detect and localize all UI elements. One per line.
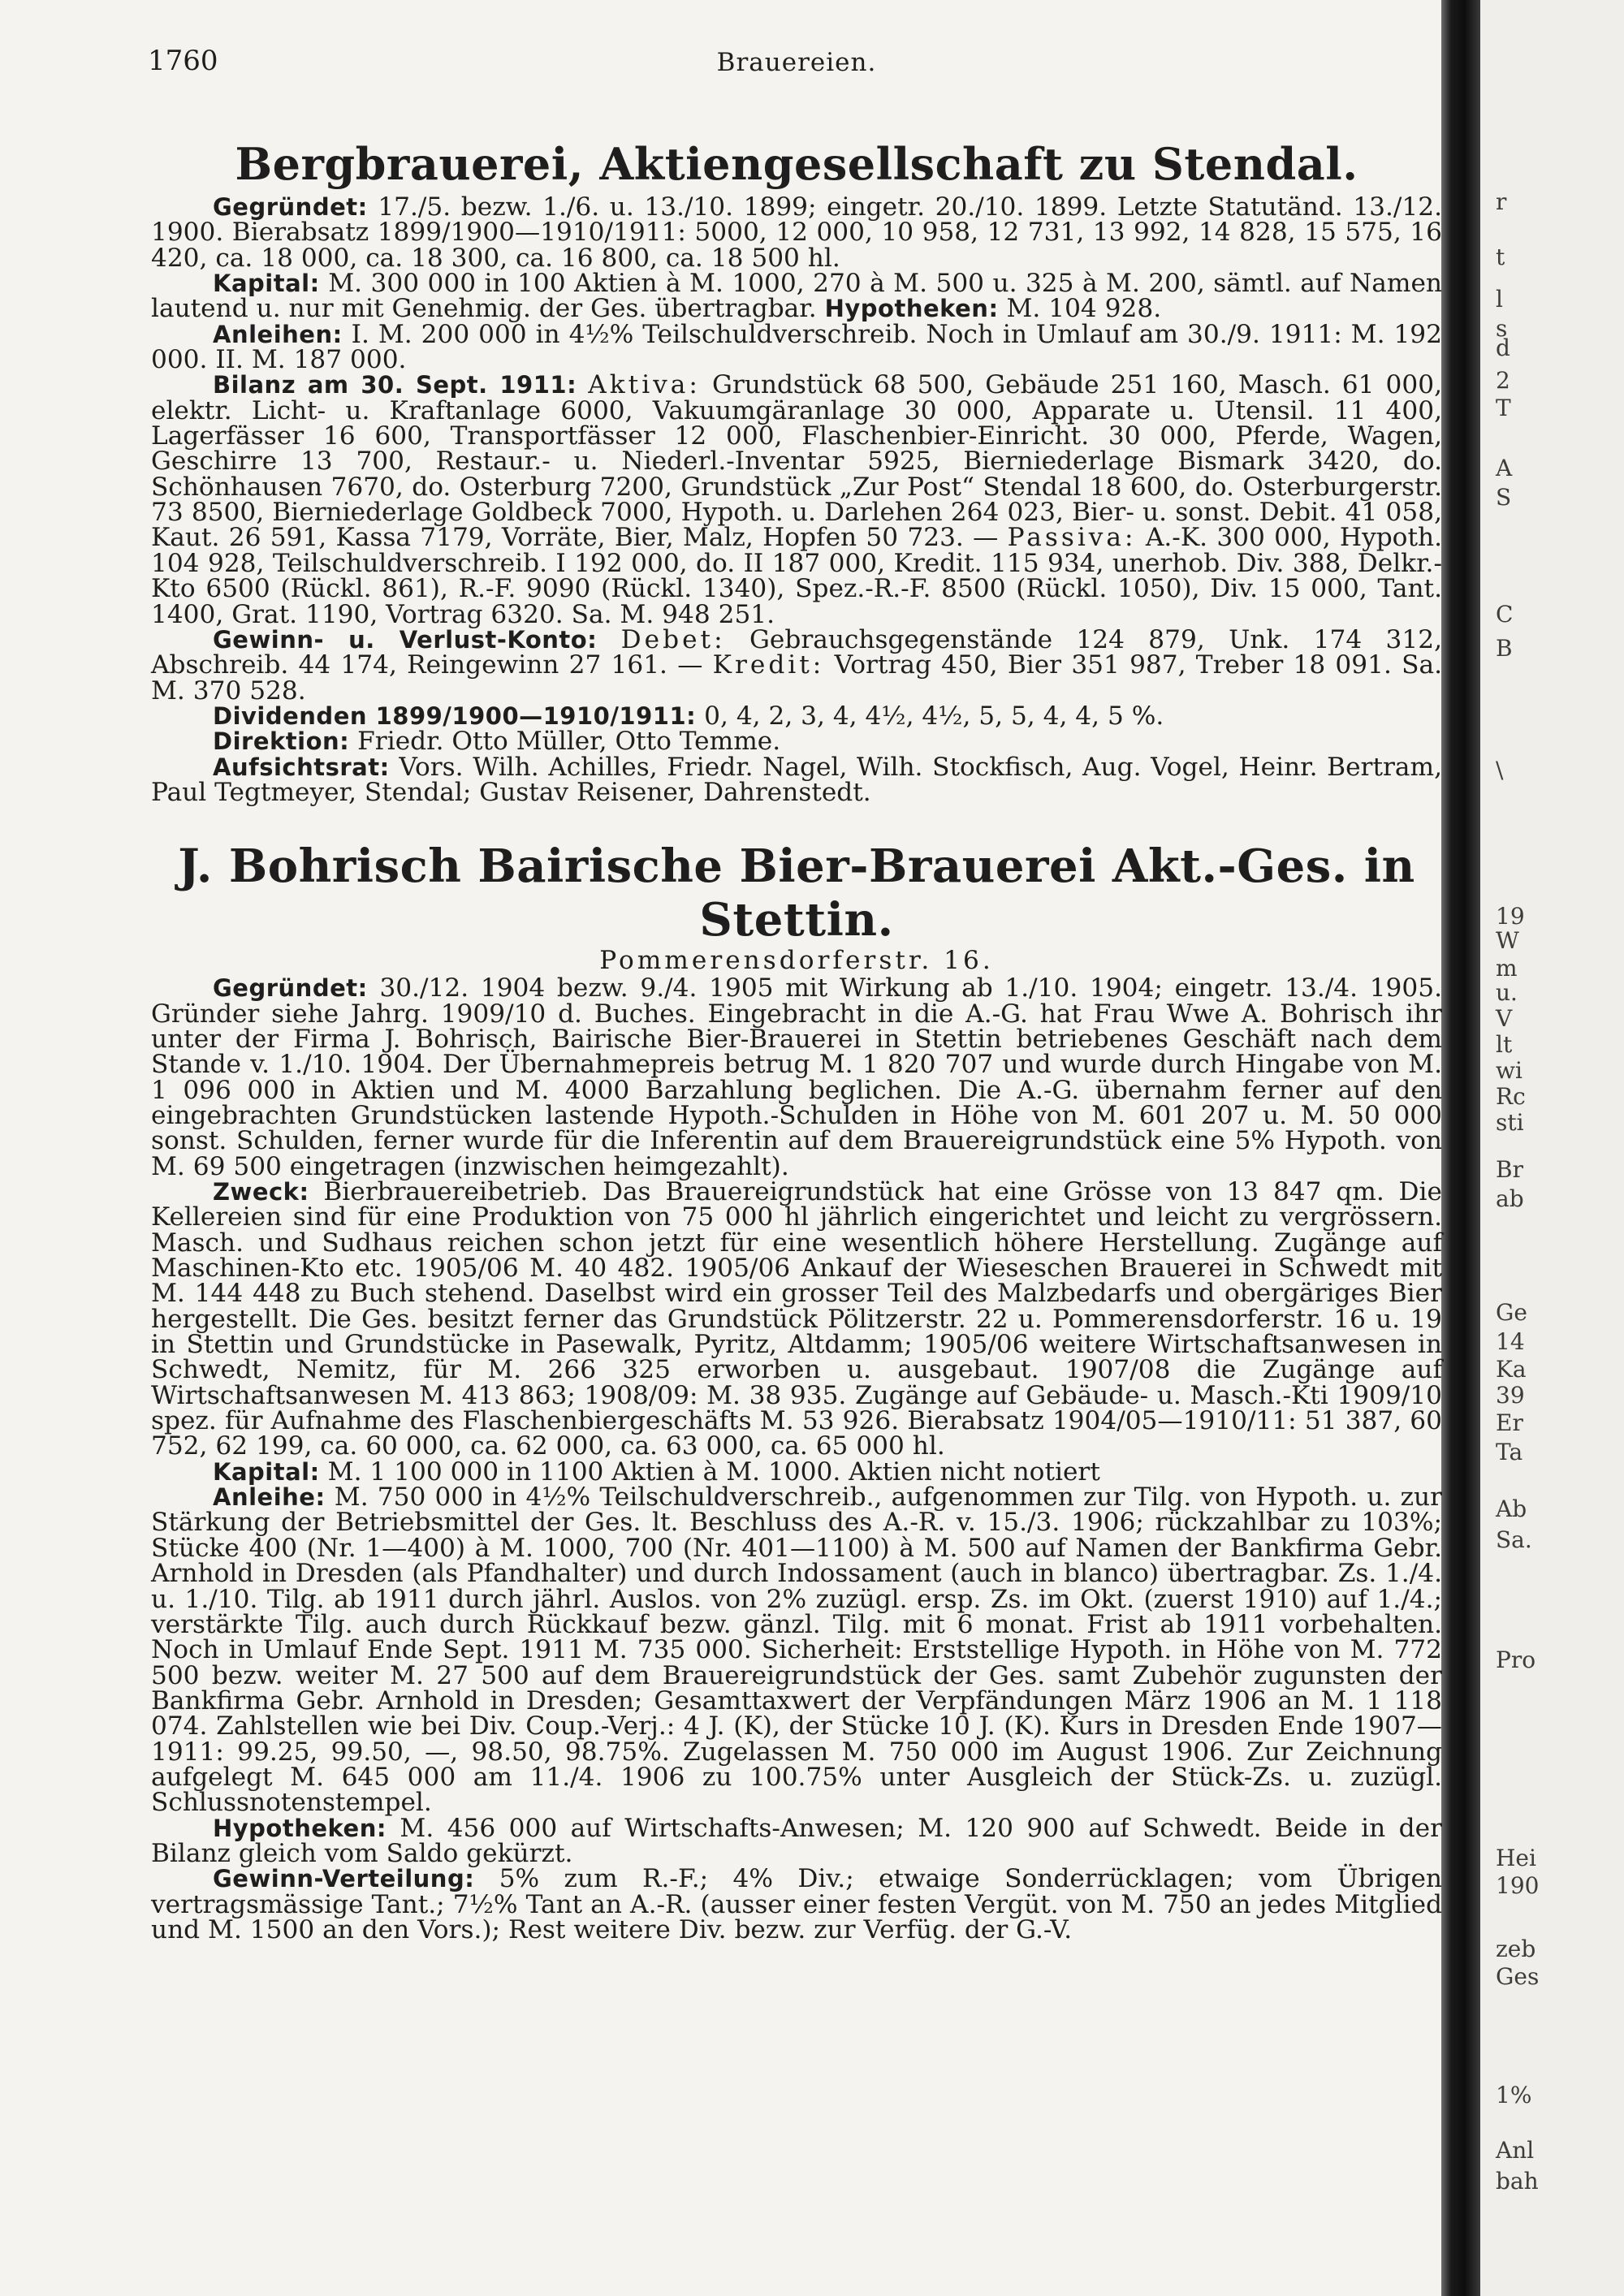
bond-text: M. 750 000 in 4½% Teilschuldverschreib., aufgenommen zur Tilg. von Hypoth. u. zur Stärkung der Betriebsmittel der Ges. lt. Beschluss des A.-R. v. 15./3. 1906; rückzahlbar zu 103%; Stücke 400 (Nr. 1—400) à M. 1000, 700 (Nr. 401—1100) à M. 500 auf Namen der Bankfirma Gebr. Arnhold in Dresden (als Pfandhalter) und durch Indossament (auch in blanco) übertragbar. Zs. 1./4. u. 1./10. Tilg. ab 1911 durch jährl. Auslos. von 2% zuzügl. ersp. Zs. im Okt. (zuerst 1910) auf 1./4.; verstärkte Tilg. auch durch Rückkauf bezw. gänzl. Tilg. mit 6 monat. Frist ab 1911 vorbehalten. Noch in Umlauf Ende Sept. 1911 M. 735 000. Sicherheit: Erststellige Hypoth. in Höhe von M. 772 500 bezw. weiter M. 27 500 auf dem Brauereigrundstück der Ges. samt Zubehör zugunsten der Bankfirma Gebr. Arnhold in Dresden; Gesamttaxwert der Verpfändungen März 1906 an M. 1 118 074. Zahlstellen wie bei Div. Coup.-Verj.: 4 J. (K), der Stücke 10 J. (K). Kurs in Dresden Ende 1907—1911: 99.25, 99.50, —, 98.50, 98.75%. Zugelassen M. 750 000 im August 1906. Zur Zeichnung aufgelegt M. 645 000 am 11./4. 1906 zu 100.75% unter Ausgleich der Stück-Zs. u. zuzügl. Schlussnotenstempel. <box>151 1482 1443 1818</box>
company-address: Pommerensdorferstr. 16. <box>599 946 994 976</box>
fragment: Ab <box>1496 1495 1527 1522</box>
fragment: Sa. <box>1496 1526 1532 1553</box>
running-header <box>148 45 1442 99</box>
fragment: 1% <box>1496 2082 1532 2108</box>
fragment: l <box>1496 286 1503 313</box>
fragment: B <box>1496 635 1513 662</box>
mortgages-text: M. 456 000 auf Wirtschafts-Anwesen; M. 120 900 auf Schwedt. Beide in der Bilanz gleich vom Saldo gekürzt. <box>151 1813 1442 1868</box>
fragment: Ge <box>1496 1299 1527 1326</box>
management-text: Friedr. Otto Müller, Otto Temme. <box>357 727 781 757</box>
profit-loss-paragraph <box>151 624 1443 706</box>
fragment: ab <box>1496 1185 1524 1212</box>
purpose-text: Bierbrauereibetrieb. Das Brauereigrundstück hat eine Grösse von 13 847 qm. Die Kellereien sind für eine Produktion von 75 000 hl jährlich eingerichtet und leicht zu vergrössern. Masch. und Sudhaus reichen schon jetzt für eine wesentlich höhere Herstellung. Zugänge auf Maschinen-Kto etc. 1905/06 M. 40 482. 1905/06 Ankauf der Wieseschen Brauerei in Schwedt mit M. 144 448 zu Buch stehend. Daselbst wird ein grosser Teil des Malzbedarfs und obergäriges Bier hergestellt. Die Ges. besitzt ferner das Grundstück Pölitzerstr. 22 u. Pommerensdorferstr. 16 u. 19 in Stettin und Grundstücke in Pasewalk, Pyritz, Altdamm; 1905/06 weitere Wirtschaftsanwesen in Schwedt, Nemitz, für M. 266 325 erworben u. ausgebaut. 1907/08 die Zugänge auf Wirtschaftsanwesen M. 413 863; 1908/09: M. 38 935. Zugänge auf Gebäude- u. Masch.-Kti 1909/10 spez. für Aufnahme des Flaschenbiergeschäfts M. 53 926. Bierabsatz 1904/05—1910/11: 51 387, 60 752, 62 199, ca. 60 000, ca. 62 000, ca. 63 000, ca. 65 000 hl. <box>151 1177 1442 1461</box>
fragment: d <box>1496 334 1510 361</box>
founded-text: 17./5. bezw. 1./6. u. 13./10. 1899; eingetr. 20./10. 1899. Letzte Statutänd. 13./12. 1900. Bierabsatz 1899/1900—1910/1911: 5000, 12 000, 10 958, 12 731, 13 992, 14 828, 15 575, 16 420, ca. 18 000, ca. 18 300, ca. 16 800, ca. 18 500 hl. <box>151 192 1442 273</box>
balance-label: Bilanz am 30. Sept. 1911: <box>213 371 577 399</box>
fragment: Ta <box>1496 1439 1523 1465</box>
fragment: Pro <box>1496 1646 1536 1673</box>
fragment: 190 <box>1496 1872 1540 1899</box>
supervisory-board-label: Aufsichtsrat: <box>213 753 390 781</box>
fragment: m <box>1496 955 1518 982</box>
founded-label: Gegründet: <box>213 193 368 221</box>
fragment: wi <box>1496 1057 1522 1084</box>
book-gutter <box>1441 0 1480 2296</box>
mortgages-label: Hypotheken: <box>824 295 999 323</box>
liabilities-label: Passiva: <box>1007 523 1137 553</box>
facing-page-fragments <box>1496 0 1618 2296</box>
capital-label: Kapital: <box>213 270 320 298</box>
company-title: Bergbrauerei, Aktiengesellschaft zu Stendal. <box>235 138 1358 190</box>
credit-text: Vortrag 450, Bier 351 987, Treber 18 091. Sa. M. 370 528. <box>151 650 1442 706</box>
mortgages-paragraph <box>151 1813 1442 1868</box>
capital-paragraph <box>151 1457 1442 1487</box>
capital-paragraph <box>151 271 1442 322</box>
debit-label: Debet: <box>620 624 726 654</box>
management-label: Direktion: <box>213 727 350 756</box>
company-title: J. Bohrisch Bairische Bier-Brauerei Akt.-Ges. in Stettin. <box>178 839 1415 947</box>
founded-text: 30./12. 1904 bezw. 9./4. 1905 mit Wirkung ab 1./10. 1904; eingetr. 13./4. 1905. Gründer siehe Jahrg. 1909/10 d. Buches. Eingebracht in die A.-G. hat Frau Wwe A. Bohrisch ihr unter der Firma J. Bohrisch, Bairische Bier-Brauerei in Stettin betriebenes Geschäft nach dem Stande v. 1./10. 1904. Der Übernahmepreis betrug M. 1 820 707 und wurde durch Hingabe von M. 1 096 000 in Aktien und M. 4000 Barzahlung beglichen. Die A.-G. übernahm ferner auf den eingebrachten Grundstücken lastende Hypoth.-Schulden in Höhe von M. 601 207 u. M. 50 000 sonst. Schulden, ferner wurde für die Inferentin auf dem Brauereigrundstück eine 5% Hypoth. von M. 69 500 eingetragen (inzwischen heimgezahlt). <box>151 973 1442 1181</box>
fragment: t <box>1496 244 1505 270</box>
fragment: 14 <box>1496 1328 1525 1355</box>
fragment: 19 <box>1496 903 1525 930</box>
supervisory-board-paragraph <box>151 752 1442 807</box>
fragment: r <box>1496 188 1507 215</box>
assets-text: Grundstück 68 500, Gebäude 251 160, Masch. 61 000, elektr. Licht- u. Kraftanlage 6000, Vakuumgäranlage 30 000, Apparate u. Utensil. 11 400, Lagerfässer 16 600, Transportfässer 12 000, Flaschenbier-Einricht. 30 000, Pferde, Wagen, Geschirre 13 700, Restaur.- u. Niederl.-Inventar 5925, Bierniederlage Bismark 3420, do. Schönhausen 7670, do. Osterburg 7200, Grundstück „Zur Post“ Stendal 18 600, do. Osterburgerstr. 73 8500, Bierniederlage Goldbeck 7000, Hypoth. u. Darlehen 264 023, Bier- u. sonst. Debit. 41 058, Kaut. 26 591, Kassa 7179, Vorräte, Bier, Malz, Hopfen 50 723. — <box>151 370 1442 553</box>
fragment: Hei <box>1496 1845 1536 1871</box>
balance-paragraph <box>151 370 1442 629</box>
fragment: Anl <box>1496 2137 1535 2164</box>
dividends-paragraph <box>151 701 1442 731</box>
bonds-paragraph <box>151 319 1442 375</box>
running-title: Brauereien. <box>716 48 877 77</box>
assets-label: Aktiva: <box>588 370 701 400</box>
profit-loss-label: Gewinn- u. Verlust-Konto: <box>213 625 598 654</box>
fragment: S <box>1496 484 1512 511</box>
founded-paragraph <box>151 973 1442 1181</box>
page-number: 1760 <box>148 45 218 77</box>
capital-label: Kapital: <box>213 1457 320 1486</box>
fragment: V <box>1496 1005 1513 1032</box>
liabilities-text: A.-K. 300 000, Hypoth. 104 928, Teilschuldverschreib. I 192 000, do. II 187 000, Kredit. 115 934, unerhob. Div. 388, Delkr.-Kto 6500 (Rückl. 861), R.-F. 9090 (Rückl. 1340), Spez.-R.-F. 8500 (Rückl. 1050), Div. 15 000, Tant. 1400, Grat. 1190, Vortrag 6320. Sa. M. 948 251. <box>151 523 1442 629</box>
fragment: 2 <box>1496 367 1510 394</box>
fragment: lt <box>1496 1031 1513 1058</box>
fragment: Ges <box>1496 1963 1540 1990</box>
purpose-paragraph <box>151 1177 1442 1461</box>
fragment: 39 <box>1496 1382 1525 1409</box>
purpose-label: Zweck: <box>213 1178 309 1206</box>
fragment: Er <box>1496 1409 1523 1436</box>
profit-distribution-label: Gewinn-Verteilung: <box>213 1865 475 1893</box>
debit-text: Gebrauchsgegenstände 124 879, Unk. 174 312, Abschreib. 44 174, Reingewinn 27 161. — <box>151 624 1443 680</box>
profit-distribution-paragraph <box>151 1864 1442 1944</box>
fragment: A <box>1496 455 1513 481</box>
founded-paragraph <box>151 192 1442 273</box>
bonds-text: I. M. 200 000 in 4½% Teilschuldverschreib. Noch in Umlauf am 30./9. 1911: M. 192 000. II. M. 187 000. <box>151 319 1442 375</box>
dividends-label: Dividenden 1899/1900—1910/1911: <box>213 701 697 730</box>
mortgages-label: Hypotheken: <box>213 1814 387 1842</box>
supervisory-board-text: Vors. Wilh. Achilles, Friedr. Nagel, Wilh. Stockfisch, Aug. Vogel, Heinr. Bertram, Paul Tegtmeyer, Stendal; Gustav Reisener, Dahrenstedt. <box>151 752 1442 807</box>
management-paragraph <box>151 727 1442 757</box>
text-column <box>148 45 1443 1944</box>
fragment: \ <box>1496 757 1504 783</box>
fragment: C <box>1496 601 1514 628</box>
mortgages-text: M. 104 928. <box>1006 294 1162 324</box>
capital-text: M. 1 100 000 in 1100 Aktien à M. 1000. Aktien nicht notiert <box>327 1457 1100 1487</box>
profit-distribution-text: 5% zum R.-F.; 4% Div.; etwaige Sonderrücklagen; vom Übrigen vertragsmässige Tant.; 7½% Tant an A.-R. (ausser einer festen Vergüt. von M. 750 an jedes Mitglied und M. 1500 an den Vors.); Rest weitere Div. bezw. zur Verfüg. der G.-V. <box>151 1864 1442 1944</box>
bonds-label: Anleihen: <box>213 320 343 348</box>
bond-paragraph <box>151 1482 1443 1818</box>
founded-label: Gegründet: <box>213 974 368 1003</box>
fragment: Ka <box>1496 1356 1527 1383</box>
fragment: Rc <box>1496 1083 1526 1110</box>
company-entry-bergbrauerei <box>151 136 1442 805</box>
fragment: T <box>1496 395 1511 421</box>
capital-text: M. 300 000 in 100 Aktien à M. 1000, 270 à M. 500 u. 325 à M. 200, sämtl. auf Namen lautend u. nur mit Genehmig. der Ges. übertragbar. <box>151 269 1442 324</box>
fragment: u. <box>1496 979 1518 1006</box>
dividends-text: 0, 4, 2, 3, 4, 4½, 4½, 5, 5, 4, 4, 5 %. <box>704 701 1164 731</box>
fragment: s <box>1496 315 1508 342</box>
fragment: sti <box>1496 1109 1524 1136</box>
fragment: W <box>1496 927 1519 954</box>
fragment: Br <box>1496 1156 1523 1183</box>
credit-label: Kredit: <box>712 650 825 680</box>
fragment: zeb <box>1496 1936 1536 1962</box>
bond-label: Anleihe: <box>213 1483 326 1512</box>
company-entry-bohrisch <box>151 839 1442 1943</box>
fragment: bah <box>1496 2168 1539 2195</box>
